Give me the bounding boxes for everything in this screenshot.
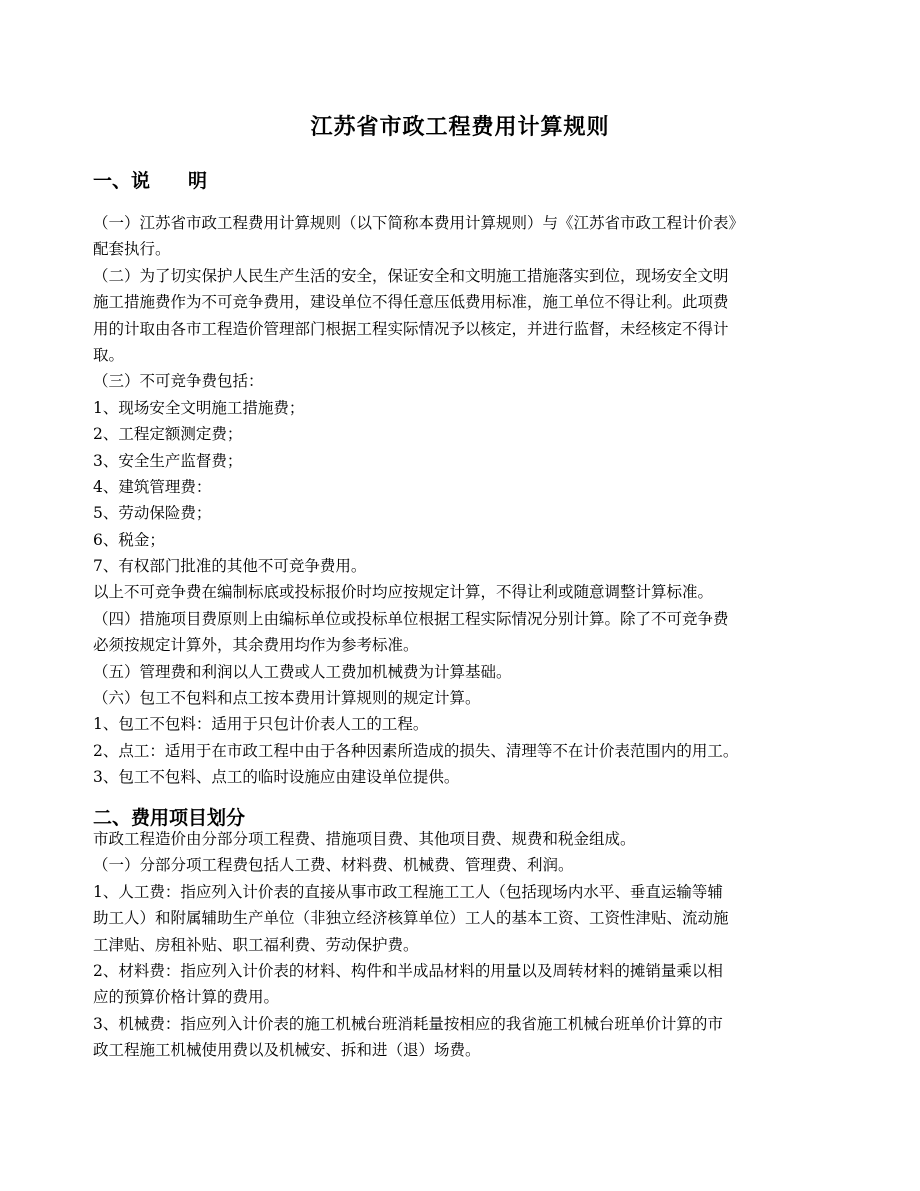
text-line: （二）为了切实保护人民生产生活的安全，保证安全和文明施工措施落实到位，现场安全文明 (93, 266, 729, 285)
section1-paragraph (93, 368, 833, 394)
section1-paragraph (93, 421, 833, 447)
section2-paragraph (93, 826, 833, 852)
section2-body (93, 826, 833, 1064)
section1-body (93, 210, 833, 791)
section2-paragraph (93, 1011, 833, 1064)
text-line: （五）管理费和利润以人工费或人工费加机械费为计算基础。 (93, 662, 512, 681)
section2-heading: 二、费用项目划分 (93, 807, 246, 829)
section1-paragraph (93, 395, 833, 421)
text-line: （一）江苏省市政工程费用计算规则（以下简称本费用计算规则）与《江苏省市政工程计价表》 (93, 214, 745, 232)
text-line: 用的计取由各市工程造价管理部门根据工程实际情况予以核定，并进行监督，未经核定不得计 (93, 319, 729, 338)
text-line: 以上不可竞争费在编制标底或投标报价时均应按规定计算，不得让利或随意调整计算标准。 (93, 583, 714, 602)
section1-paragraph (93, 527, 833, 553)
section1-heading: 一、说 明 (93, 170, 208, 192)
text-line: 1、人工费：指应列入计价表的直接从事市政工程施工工人（包括现场内水平、垂直运输等辅 (93, 882, 723, 901)
section2-paragraph (93, 879, 833, 958)
text-line: 1、现场安全文明施工措施费； (93, 398, 305, 417)
text-line: 1、包工不包料：适用于只包计价表人工的工程。 (93, 715, 429, 734)
section1-paragraph (93, 606, 833, 659)
section1-paragraph (93, 738, 833, 764)
text-line: 2、工程定额测定费； (93, 425, 243, 444)
text-line: 3、安全生产监督费； (93, 451, 243, 470)
text-line: 施工措施费作为不可竞争费用，建设单位不得任意压低费用标准，施工单位不得让利。此项费 (93, 293, 729, 312)
section1-paragraph (93, 500, 833, 526)
text-line: 6、税金； (93, 530, 165, 549)
text-line: 3、机械费：指应列入计价表的施工机械台班消耗量按相应的我省施工机械台班单价计算的市 (93, 1014, 723, 1033)
section1-paragraph (93, 553, 833, 579)
text-line: 2、点工：适用于在市政工程中由于各种因素所造成的损失、清理等不在计价表范围内的用工。 (93, 741, 739, 760)
section1-paragraph (93, 474, 833, 500)
text-line: 必须按规定计算外，其余费用均作为参考标准。 (93, 636, 419, 655)
section1-paragraph (93, 210, 833, 263)
text-line: 工津贴、房租补贴、职工福利费、劳动保护费。 (93, 935, 419, 954)
text-line: （一）分部分项工程费包括人工费、材料费、机械费、管理费、利润。 (93, 856, 574, 875)
text-line: 2、材料费：指应列入计价表的材料、构件和半成品材料的用量以及周转材料的摊销量乘以相 (93, 961, 723, 980)
section1-paragraph (93, 448, 833, 474)
text-line: 4、建筑管理费： (93, 477, 212, 496)
section1-paragraph (93, 685, 833, 711)
text-line: 市政工程造价由分部分项工程费、措施项目费、其他项目费、规费和税金组成。 (93, 830, 636, 848)
section1-paragraph (93, 764, 833, 790)
text-line: 取。 (93, 345, 125, 364)
section1-paragraph (93, 579, 833, 605)
section1-paragraph (93, 711, 833, 737)
text-line: 3、包工不包料、点工的临时设施应由建设单位提供。 (93, 768, 460, 787)
text-line: 配套执行。 (93, 240, 171, 259)
document-title: 江苏省市政工程费用计算规则 (310, 115, 610, 140)
text-line: 政工程施工机械使用费以及机械安、拆和进（退）场费。 (93, 1041, 481, 1060)
section1-paragraph (93, 659, 833, 685)
text-line: （六）包工不包料和点工按本费用计算规则的规定计算。 (93, 689, 481, 708)
text-line: 7、有权部门批准的其他不可竞争费用。 (93, 557, 367, 576)
text-line: 5、劳动保险费； (93, 504, 212, 523)
section1-paragraph (93, 263, 833, 369)
text-line: 助工人）和附属辅助生产单位（非独立经济核算单位）工人的基本工资、工资性津贴、流动施 (93, 909, 729, 928)
section2-paragraph (93, 852, 833, 878)
text-line: （三）不可竞争费包括： (93, 372, 264, 391)
section2-paragraph (93, 958, 833, 1011)
text-line: （四）措施项目费原则上由编标单位或投标单位根据工程实际情况分别计算。除了不可竞争费 (93, 609, 729, 628)
text-line: 应的预算价格计算的费用。 (93, 988, 280, 1007)
